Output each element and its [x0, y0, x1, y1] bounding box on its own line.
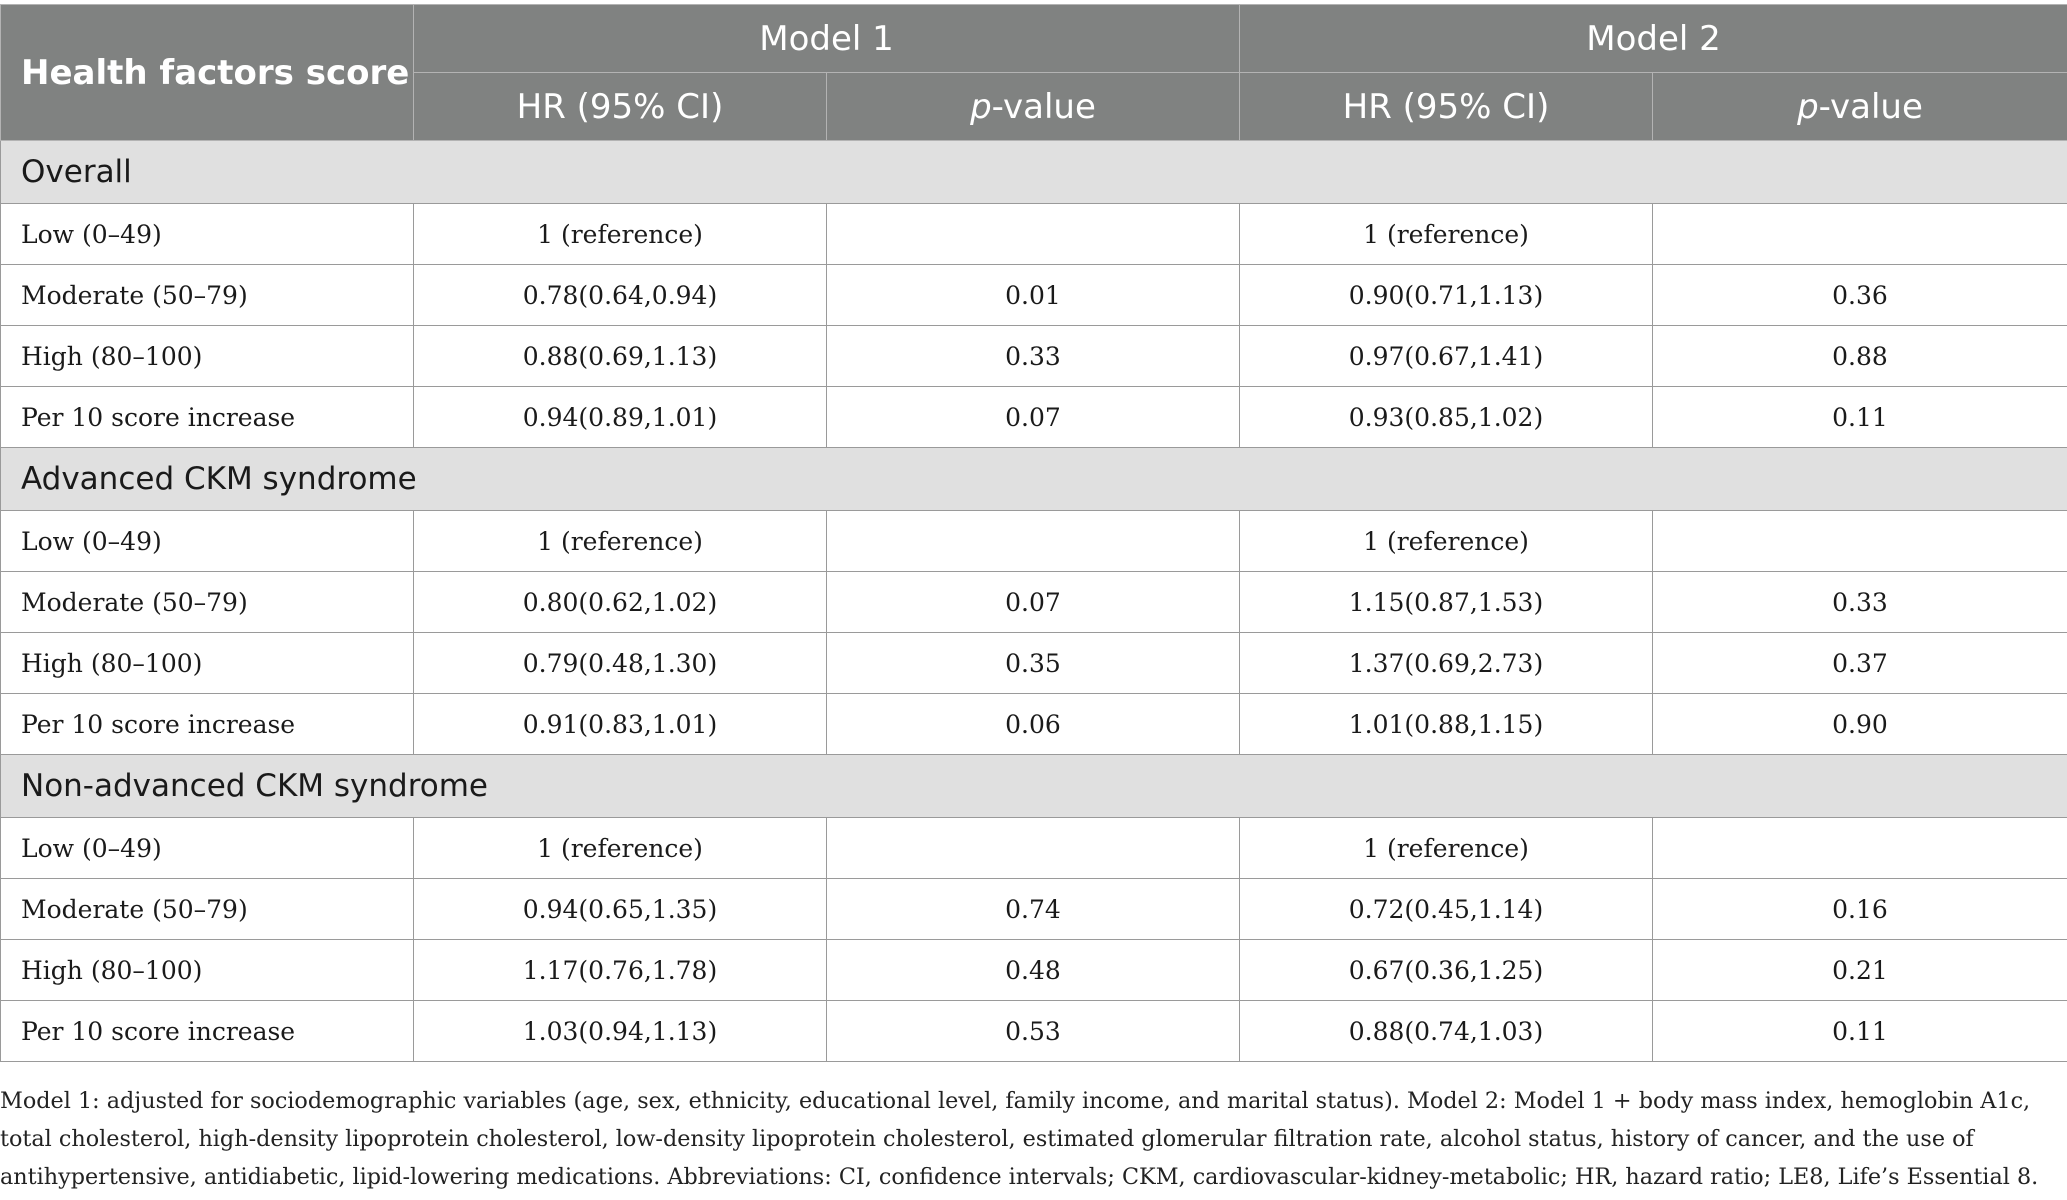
- table-row: [1, 1001, 2067, 1062]
- row-label: High (80–100): [1, 940, 414, 1001]
- row-label: Low (0–49): [1, 818, 414, 879]
- model1-hr-cell: 0.88(0.69,1.13): [414, 326, 827, 387]
- table-row: [1, 818, 2067, 879]
- model1-hr-cell: 0.80(0.62,1.02): [414, 572, 827, 633]
- model1-hr-cell: 0.91(0.83,1.01): [414, 694, 827, 755]
- row-label: Moderate (50–79): [1, 879, 414, 940]
- model1-hr-cell: 0.94(0.65,1.35): [414, 879, 827, 940]
- model1-pvalue-cell: [827, 204, 1240, 265]
- row-label: High (80–100): [1, 326, 414, 387]
- model2-hr-cell: 0.72(0.45,1.14): [1240, 879, 1653, 940]
- model1-pvalue-cell: 0.06: [827, 694, 1240, 755]
- row-label: Moderate (50–79): [1, 572, 414, 633]
- model1-hr-cell: 0.94(0.89,1.01): [414, 387, 827, 448]
- model1-pvalue-cell: 0.01: [827, 265, 1240, 326]
- model1-pvalue-cell: 0.07: [827, 572, 1240, 633]
- section-title: Overall: [1, 141, 2067, 204]
- model1-pvalue-cell: [827, 818, 1240, 879]
- table-body: [1, 141, 2067, 1062]
- table-row: [1, 511, 2067, 572]
- model1-pvalue-cell: 0.07: [827, 387, 1240, 448]
- model1-hr-header: HR (95% CI): [414, 73, 827, 141]
- model2-header: Model 2: [1240, 5, 2067, 73]
- model1-pvalue-cell: 0.35: [827, 633, 1240, 694]
- results-table: [0, 4, 2067, 1062]
- row-label: Moderate (50–79): [1, 265, 414, 326]
- row-label: Per 10 score increase: [1, 694, 414, 755]
- model2-pvalue-cell: 0.11: [1653, 1001, 2067, 1062]
- section-title: Advanced CKM syndrome: [1, 448, 2067, 511]
- model2-hr-cell: 1 (reference): [1240, 818, 1653, 879]
- table-row: [1, 572, 2067, 633]
- table-row: [1, 265, 2067, 326]
- model2-pvalue-header: p-value: [1653, 73, 2067, 141]
- model1-pvalue-cell: 0.53: [827, 1001, 1240, 1062]
- model2-pvalue-cell: [1653, 204, 2067, 265]
- model1-pvalue-cell: 0.74: [827, 879, 1240, 940]
- section-row: [1, 755, 2067, 818]
- model2-hr-cell: 0.93(0.85,1.02): [1240, 387, 1653, 448]
- health-factors-score-header: Health factors score: [1, 5, 414, 141]
- model1-pvalue-cell: 0.48: [827, 940, 1240, 1001]
- section-row: [1, 141, 2067, 204]
- model2-pvalue-cell: [1653, 818, 2067, 879]
- row-label: Per 10 score increase: [1, 1001, 414, 1062]
- model2-pvalue-cell: 0.33: [1653, 572, 2067, 633]
- model2-pvalue-cell: 0.90: [1653, 694, 2067, 755]
- table-row: [1, 694, 2067, 755]
- model1-hr-cell: 1 (reference): [414, 818, 827, 879]
- table-row: [1, 940, 2067, 1001]
- model1-header: Model 1: [414, 5, 1240, 73]
- section-title: Non-advanced CKM syndrome: [1, 755, 2067, 818]
- model2-hr-cell: 1.15(0.87,1.53): [1240, 572, 1653, 633]
- model2-pvalue-cell: 0.16: [1653, 879, 2067, 940]
- model2-pvalue-cell: 0.37: [1653, 633, 2067, 694]
- model2-hr-cell: 0.97(0.67,1.41): [1240, 326, 1653, 387]
- section-row: [1, 448, 2067, 511]
- table-footnote: Model 1: adjusted for sociodemographic variables (age, sex, ethnicity, educational level, family income, and marital status). Model 2: Model 1 + body mass index, hemoglobin A1c, total cholesterol, high-density lipoprotein cholesterol, low-density lipoprotein cholesterol, estimated glomerular filtration rate, alcohol status, history of cancer, and the use of antihypertensive, antidiabetic, lipid-lowering medications. Abbreviations: CI, confidence intervals; CKM, cardiovascular-kidney-metabolic; HR, hazard ratio; LE8, Life’s Essential 8.: [0, 1088, 2039, 1190]
- table-row: [1, 879, 2067, 940]
- model1-hr-cell: 1 (reference): [414, 511, 827, 572]
- model2-hr-cell: 0.88(0.74,1.03): [1240, 1001, 1653, 1062]
- model1-hr-cell: 0.78(0.64,0.94): [414, 265, 827, 326]
- model2-pvalue-cell: [1653, 511, 2067, 572]
- model1-hr-cell: 0.79(0.48,1.30): [414, 633, 827, 694]
- table-row: [1, 633, 2067, 694]
- model2-pvalue-cell: 0.36: [1653, 265, 2067, 326]
- model2-pvalue-cell: 0.21: [1653, 940, 2067, 1001]
- table-header: [1, 5, 2067, 141]
- model1-hr-cell: 1.03(0.94,1.13): [414, 1001, 827, 1062]
- model2-hr-cell: 1.37(0.69,2.73): [1240, 633, 1653, 694]
- model1-pvalue-header: p-value: [827, 73, 1240, 141]
- model2-pvalue-cell: 0.11: [1653, 387, 2067, 448]
- table-row: [1, 204, 2067, 265]
- table-row: [1, 387, 2067, 448]
- model2-hr-cell: 1 (reference): [1240, 511, 1653, 572]
- row-label: Low (0–49): [1, 204, 414, 265]
- model1-pvalue-cell: 0.33: [827, 326, 1240, 387]
- model2-hr-cell: 1.01(0.88,1.15): [1240, 694, 1653, 755]
- table-row: [1, 326, 2067, 387]
- model2-pvalue-cell: 0.88: [1653, 326, 2067, 387]
- model1-hr-cell: 1.17(0.76,1.78): [414, 940, 827, 1001]
- model2-hr-header: HR (95% CI): [1240, 73, 1653, 141]
- model1-hr-cell: 1 (reference): [414, 204, 827, 265]
- model2-hr-cell: 1 (reference): [1240, 204, 1653, 265]
- model2-hr-cell: 0.90(0.71,1.13): [1240, 265, 1653, 326]
- model2-hr-cell: 0.67(0.36,1.25): [1240, 940, 1653, 1001]
- row-label: Per 10 score increase: [1, 387, 414, 448]
- model1-pvalue-cell: [827, 511, 1240, 572]
- row-label: High (80–100): [1, 633, 414, 694]
- row-label: Low (0–49): [1, 511, 414, 572]
